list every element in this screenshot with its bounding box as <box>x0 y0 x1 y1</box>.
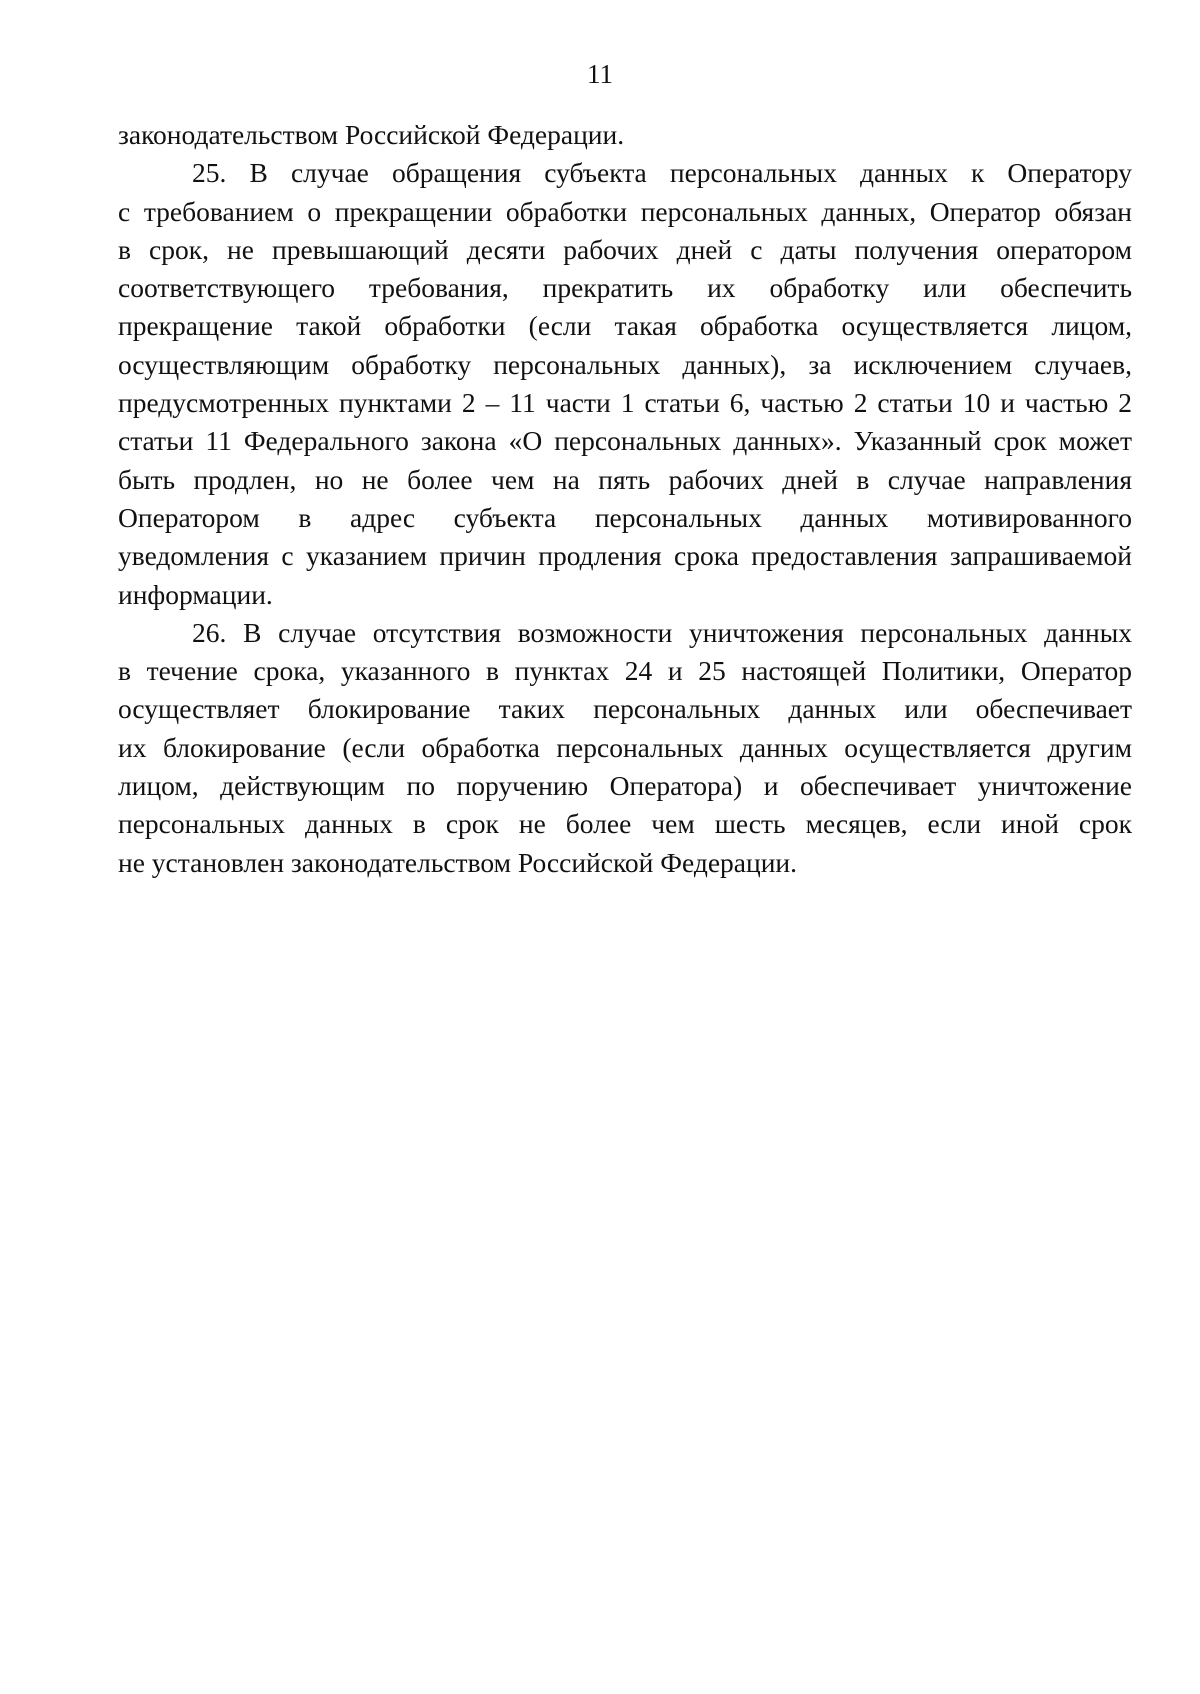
text-line: статьи 11 Федерального закона «О персональных данных». Указанный срок может <box>118 425 1132 457</box>
text-line: их блокирование (если обработка персональных данных осуществляется другим <box>118 731 1132 763</box>
text-line: уведомления с указанием причин продления срока предоставления запрашиваемой <box>118 540 1132 572</box>
text-line: осуществляет блокирование таких персональных данных или обеспечивает <box>118 693 1132 725</box>
text-line: 26. В случае отсутствия возможности уничтожения персональных данных <box>192 616 1132 648</box>
text-line: предусмотренных пунктами 2 – 11 части 1 статьи 6, частью 2 статьи 10 и частью 2 <box>118 387 1132 419</box>
text-line: законодательством Российской Федерации. <box>118 119 625 150</box>
text-line: 25. В случае обращения субъекта персональных данных к Оператору <box>192 157 1132 189</box>
body-text <box>118 116 1132 882</box>
text-line: быть продлен, но не более чем на пять рабочих дней в случае направления <box>118 463 1132 495</box>
text-line: в срок, не превышающий десяти рабочих дней с даты получения оператором <box>118 233 1132 265</box>
text-line: персональных данных в срок не более чем шесть месяцев, если иной срок <box>118 808 1132 840</box>
text-line: лицом, действующим по поручению Оператора) и обеспечивает уничтожение <box>118 770 1132 802</box>
page-number: 11 <box>587 59 613 89</box>
text-line: осуществляющим обработку персональных данных), за исключением случаев, <box>118 348 1132 380</box>
text-line: информации. <box>118 578 273 610</box>
text-line: с требованием о прекращении обработки персональных данных, Оператор обязан <box>118 195 1132 227</box>
text-line: в течение срока, указанного в пунктах 24 и 25 настоящей Политики, Оператор <box>118 655 1132 687</box>
text-line: прекращение такой обработки (если такая обработка осуществляется лицом, <box>118 310 1132 342</box>
text-line: Оператором в адрес субъекта персональных данных мотивированного <box>118 501 1132 533</box>
text-line: соответствующего требования, прекратить их обработку или обеспечить <box>118 272 1132 304</box>
text-line: не установлен законодательством Российской Федерации. <box>118 846 798 878</box>
